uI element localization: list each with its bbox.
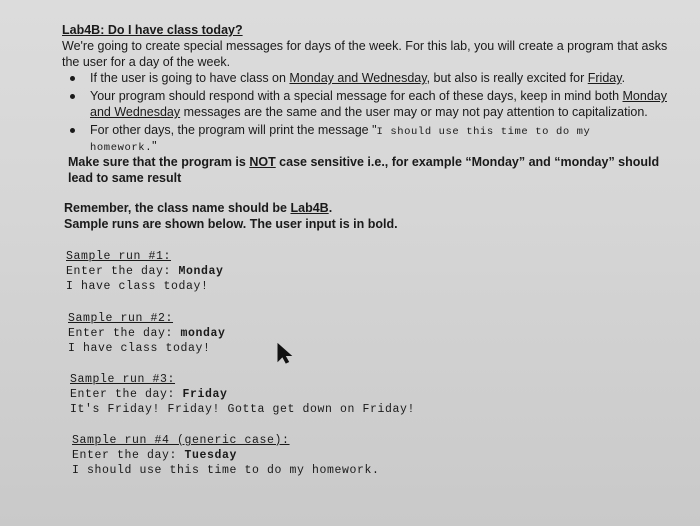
run-2-header: Sample run #2:: [68, 312, 174, 325]
intro-line-1: We're going to create special messages for days of the week. For this lab, you will create a program that asks: [62, 39, 668, 53]
remember-prefix: Remember, the class name should be: [64, 201, 291, 215]
bullet-dot: [70, 76, 75, 81]
bullet-2-prefix: Your program should respond with a special message for each of these days, keep in mind both: [90, 89, 623, 103]
lab-title: Lab4B: Do I have class today?: [62, 23, 243, 37]
bullet-2-wednesday: and Wednesday: [90, 105, 181, 119]
run-2-prompt: Enter the day:: [68, 327, 181, 340]
case-note-line-1: [68, 155, 659, 170]
run-3-prompt-line: [70, 387, 228, 402]
bullet-2-monday: Monday: [622, 89, 667, 103]
case-note-not: NOT: [249, 155, 276, 169]
run-1-header: Sample run #1:: [66, 250, 172, 263]
bullet-2-line-1: [90, 89, 667, 104]
run-3-output: It's Friday! Friday! Gotta get down on Friday!: [70, 403, 416, 416]
run-1-prompt: Enter the day:: [66, 265, 179, 278]
bullet-3-prefix: For other days, the program will print the message ": [90, 123, 377, 137]
run-3-header: Sample run #3:: [70, 373, 176, 386]
bullet-3-line-2: [90, 139, 157, 156]
case-note-line-2: lead to same result: [68, 171, 182, 185]
run-1-prompt-line: [66, 264, 224, 279]
run-3-prompt: Enter the day:: [70, 388, 183, 401]
bullet-1-days: Monday and Wednesday: [289, 71, 427, 85]
remember-class-name: Lab4B: [290, 201, 329, 215]
bullet-3-end: ": [152, 139, 157, 153]
bullet-1-prefix: If the user is going to have class on: [90, 71, 290, 85]
mouse-pointer-icon: [276, 342, 296, 364]
bullet-3-line-1: [90, 123, 590, 140]
bullet-1-mid: , but also is really excited for: [426, 71, 588, 85]
bullet-2-line-2: [90, 105, 648, 120]
bullet-2-rest: messages are the same and the user may or may not pay attention to capitalization.: [180, 105, 648, 119]
bullet-1: [90, 71, 625, 86]
run-2-output: I have class today!: [68, 342, 211, 355]
run-4-prompt: Enter the day:: [72, 449, 185, 462]
remember-line-1: [64, 201, 332, 216]
run-4-input: Tuesday: [184, 449, 238, 462]
run-1-input: Monday: [178, 265, 224, 278]
bullet-3-code-2: homework.: [90, 142, 153, 154]
remember-end: .: [328, 201, 333, 215]
case-note-rest: case sensitive i.e., for example “Monday” and “monday” should: [275, 155, 660, 169]
run-4-output: I should use this time to do my homework.: [72, 464, 380, 477]
case-note-prefix: Make sure that the program is: [68, 155, 250, 169]
run-2-prompt-line: [68, 326, 226, 341]
run-4-prompt-line: [72, 448, 237, 463]
intro-line-2: the user for a day of the week.: [62, 55, 231, 69]
run-2-input: monday: [180, 327, 226, 340]
bullet-1-end: .: [621, 71, 626, 85]
bullet-3-code-1: I should use this time to do my: [376, 126, 591, 138]
remember-line-2: Sample runs are shown below. The user input is in bold.: [64, 217, 398, 231]
run-4-header: Sample run #4 (generic case):: [72, 434, 290, 447]
run-1-output: I have class today!: [66, 280, 209, 293]
bullet-dot: [70, 128, 75, 133]
run-3-input: Friday: [182, 388, 228, 401]
bullet-1-friday: Friday: [587, 71, 622, 85]
bullet-dot: [70, 94, 75, 99]
